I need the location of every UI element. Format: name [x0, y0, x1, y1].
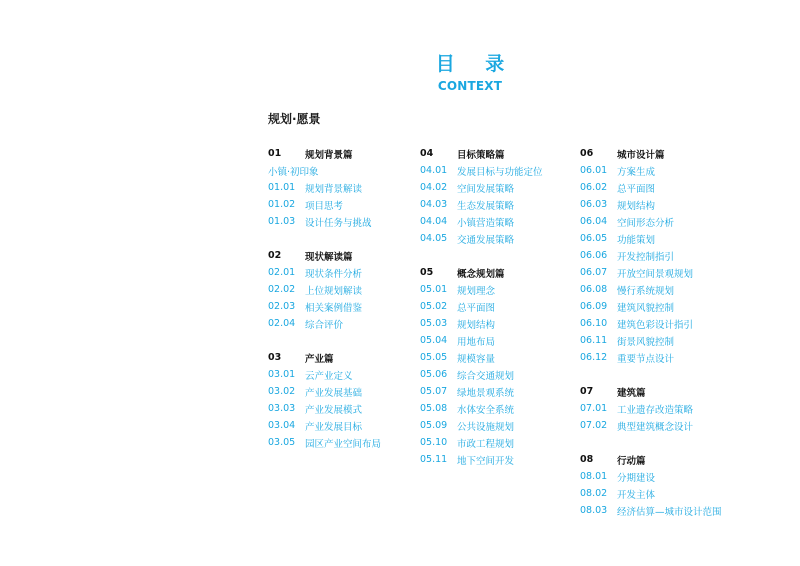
- toc-entry[interactable]: [420, 434, 543, 451]
- chapter-heading[interactable]: [580, 451, 722, 468]
- entry-label: 开发主体: [617, 489, 656, 501]
- entry-label: 绿地景观系统: [457, 387, 515, 399]
- toc-chapter: [268, 349, 381, 451]
- toc-entry[interactable]: [420, 383, 543, 400]
- toc-column-1: [268, 145, 381, 468]
- entry-number: 06.08: [580, 284, 608, 295]
- toc-entry[interactable]: [268, 281, 381, 298]
- toc-entry[interactable]: [580, 349, 722, 366]
- toc-entry[interactable]: [268, 383, 381, 400]
- entry-number: 05.06: [420, 369, 448, 380]
- entry-number: 06.10: [580, 318, 608, 329]
- entry-number: 03.03: [268, 403, 296, 414]
- entry-number: 07.02: [580, 420, 608, 431]
- toc-entry[interactable]: [268, 298, 381, 315]
- chapter-heading[interactable]: [268, 145, 381, 162]
- chapter-number: 07: [580, 386, 594, 397]
- entry-label: 慢行系统规划: [617, 285, 675, 297]
- entry-number: 05.01: [420, 284, 448, 295]
- entry-label: 规划理念: [457, 285, 496, 297]
- chapter-title: 城市设计篇: [617, 149, 665, 161]
- toc-entry[interactable]: [420, 417, 543, 434]
- entry-label: 方案生成: [617, 166, 656, 178]
- entry-number: 06.02: [580, 182, 608, 193]
- entry-label: 重要节点设计: [617, 353, 675, 365]
- toc-entry[interactable]: [580, 485, 722, 502]
- entry-label: 典型建筑概念设计: [617, 421, 694, 433]
- toc-chapter: [420, 145, 543, 247]
- entry-label: 经济估算—城市设计范围: [617, 506, 722, 518]
- entry-label: 街景风貌控制: [617, 336, 675, 348]
- entry-number: 05.05: [420, 352, 448, 363]
- entry-label: 上位规划解读: [305, 285, 363, 297]
- toc-entry[interactable]: [580, 162, 722, 179]
- entry-number: 08.01: [580, 471, 608, 482]
- entry-number: 04.02: [420, 182, 448, 193]
- entry-label: 地下空间开发: [457, 455, 515, 467]
- chapter-number: 02: [268, 250, 282, 261]
- chapter-number: 04: [420, 148, 434, 159]
- entry-label: 规划结构: [457, 319, 496, 331]
- toc-entry[interactable]: [268, 264, 381, 281]
- entry-label: 公共设施规划: [457, 421, 515, 433]
- entry-number: 07.01: [580, 403, 608, 414]
- toc-entry[interactable]: [420, 179, 543, 196]
- entry-label: 相关案例借鉴: [305, 302, 363, 314]
- toc-entry[interactable]: [268, 196, 381, 213]
- entry-label: 市政工程规划: [457, 438, 515, 450]
- toc-entry[interactable]: [268, 434, 381, 451]
- toc-entry[interactable]: [580, 468, 722, 485]
- entry-label: 小镇·初印象: [268, 166, 319, 178]
- chapter-title: 产业篇: [305, 353, 334, 365]
- toc-entry[interactable]: [580, 264, 722, 281]
- entry-number: 01.02: [268, 199, 296, 210]
- chapter-heading[interactable]: [420, 145, 543, 162]
- toc-entry[interactable]: [580, 298, 722, 315]
- toc-entry[interactable]: [580, 332, 722, 349]
- toc-entry[interactable]: [420, 196, 543, 213]
- entry-number: 02.03: [268, 301, 296, 312]
- entry-label: 生态发展策略: [457, 200, 515, 212]
- toc-entry[interactable]: [580, 281, 722, 298]
- entry-label: 建筑风貌控制: [617, 302, 675, 314]
- toc-header: [0, 52, 800, 94]
- toc-chapter: [420, 264, 543, 468]
- entry-number: 05.10: [420, 437, 448, 448]
- chapter-heading[interactable]: [580, 145, 722, 162]
- entry-label: 云产业定义: [305, 370, 353, 382]
- toc-chapter: [268, 145, 381, 230]
- toc-entry[interactable]: [580, 230, 722, 247]
- toc-entry[interactable]: [268, 213, 381, 230]
- entry-label: 空间发展策略: [457, 183, 515, 195]
- entry-number: 06.12: [580, 352, 608, 363]
- entry-number: 02.01: [268, 267, 296, 278]
- chapter-title: 规划背景篇: [305, 149, 353, 161]
- toc-chapter: [268, 247, 381, 332]
- entry-number: 02.04: [268, 318, 296, 329]
- entry-label: 产业发展目标: [305, 421, 363, 433]
- toc-entry[interactable]: [580, 315, 722, 332]
- chapter-title: 建筑篇: [617, 387, 646, 399]
- entry-number: 05.04: [420, 335, 448, 346]
- chapter-title: 目标策略篇: [457, 149, 505, 161]
- entry-number: 04.03: [420, 199, 448, 210]
- toc-entry[interactable]: [420, 213, 543, 230]
- entry-label: 用地布局: [457, 336, 496, 348]
- entry-number: 06.03: [580, 199, 608, 210]
- entry-number: 06.05: [580, 233, 608, 244]
- toc-chapter: [580, 451, 722, 519]
- entry-number: 01.03: [268, 216, 296, 227]
- entry-number: 06.04: [580, 216, 608, 227]
- toc-entry[interactable]: [268, 162, 381, 179]
- entry-label: 开放空间景观规划: [617, 268, 694, 280]
- toc-column-2: [420, 145, 543, 485]
- toc-entry[interactable]: [420, 349, 543, 366]
- chapter-number: 06: [580, 148, 594, 159]
- entry-label: 设计任务与挑战: [305, 217, 372, 229]
- page-title: 目 录: [435, 53, 517, 75]
- entry-label: 园区产业空间布局: [305, 438, 382, 450]
- chapter-heading[interactable]: [268, 247, 381, 264]
- toc-entry[interactable]: [580, 247, 722, 264]
- toc-entry[interactable]: [268, 400, 381, 417]
- entry-label: 规模容量: [457, 353, 496, 365]
- toc-entry[interactable]: [420, 162, 543, 179]
- chapter-heading[interactable]: [420, 264, 543, 281]
- entry-label: 总平面图: [457, 302, 496, 314]
- entry-number: 08.02: [580, 488, 608, 499]
- toc-entry[interactable]: [580, 400, 722, 417]
- chapter-heading[interactable]: [268, 349, 381, 366]
- entry-label: 规划结构: [617, 200, 656, 212]
- entry-number: 05.07: [420, 386, 448, 397]
- toc-entry[interactable]: [420, 281, 543, 298]
- entry-label: 功能策划: [617, 234, 656, 246]
- entry-label: 发展目标与功能定位: [457, 166, 543, 178]
- toc-entry[interactable]: [580, 196, 722, 213]
- toc-entry[interactable]: [268, 315, 381, 332]
- entry-number: 04.01: [420, 165, 448, 176]
- entry-label: 产业发展基础: [305, 387, 363, 399]
- entry-number: 03.04: [268, 420, 296, 431]
- entry-number: 03.05: [268, 437, 296, 448]
- toc-entry[interactable]: [268, 417, 381, 434]
- chapter-number: 08: [580, 454, 594, 465]
- chapter-title: 概念规划篇: [457, 268, 505, 280]
- entry-label: 空间形态分析: [617, 217, 675, 229]
- entry-number: 03.01: [268, 369, 296, 380]
- entry-label: 综合评价: [305, 319, 344, 331]
- entry-label: 交通发展策略: [457, 234, 515, 246]
- entry-number: 06.09: [580, 301, 608, 312]
- entry-number: 03.02: [268, 386, 296, 397]
- toc-entry[interactable]: [420, 451, 543, 468]
- entry-label: 产业发展模式: [305, 404, 363, 416]
- entry-label: 项目思考: [305, 200, 344, 212]
- chapter-number: 05: [420, 267, 434, 278]
- toc-entry[interactable]: [420, 298, 543, 315]
- page-subtitle: CONTEXT: [437, 79, 503, 93]
- entry-number: 01.01: [268, 182, 296, 193]
- toc-entry[interactable]: [420, 332, 543, 349]
- toc-entry[interactable]: [580, 502, 722, 519]
- entry-label: 综合交通规划: [457, 370, 515, 382]
- entry-label: 小镇营造策略: [457, 217, 515, 229]
- toc-entry[interactable]: [580, 417, 722, 434]
- toc-chapter: [580, 383, 722, 434]
- chapter-number: 01: [268, 148, 282, 159]
- chapter-number: 03: [268, 352, 282, 363]
- toc-entry[interactable]: [420, 315, 543, 332]
- toc-chapter: [580, 145, 722, 366]
- toc-entry[interactable]: [420, 400, 543, 417]
- entry-label: 分期建设: [617, 472, 656, 484]
- entry-number: 04.04: [420, 216, 448, 227]
- entry-number: 06.06: [580, 250, 608, 261]
- entry-label: 工业遗存改造策略: [617, 404, 694, 416]
- entry-number: 05.03: [420, 318, 448, 329]
- entry-number: 06.11: [580, 335, 608, 346]
- entry-label: 建筑色彩设计指引: [617, 319, 694, 331]
- entry-label: 开发控制指引: [617, 251, 675, 263]
- entry-label: 现状条件分析: [305, 268, 363, 280]
- entry-number: 05.02: [420, 301, 448, 312]
- entry-number: 08.03: [580, 505, 608, 516]
- toc-entry[interactable]: [420, 366, 543, 383]
- toc-entry[interactable]: [420, 230, 543, 247]
- entry-number: 06.07: [580, 267, 608, 278]
- chapter-heading[interactable]: [580, 383, 722, 400]
- entry-number: 05.11: [420, 454, 448, 465]
- toc-column-3: [580, 145, 722, 536]
- entry-number: 05.09: [420, 420, 448, 431]
- entry-label: 水体安全系统: [457, 404, 515, 416]
- entry-number: 05.08: [420, 403, 448, 414]
- entry-label: 规划背景解读: [305, 183, 363, 195]
- chapter-title: 现状解读篇: [305, 251, 353, 263]
- entry-number: 02.02: [268, 284, 296, 295]
- chapter-title: 行动篇: [617, 455, 646, 467]
- entry-number: 06.01: [580, 165, 608, 176]
- section-title: 规划·愿景: [268, 112, 321, 126]
- entry-number: 04.05: [420, 233, 448, 244]
- toc-entry[interactable]: [580, 213, 722, 230]
- entry-label: 总平面图: [617, 183, 656, 195]
- toc-entry[interactable]: [580, 179, 722, 196]
- toc-entry[interactable]: [268, 366, 381, 383]
- toc-entry[interactable]: [268, 179, 381, 196]
